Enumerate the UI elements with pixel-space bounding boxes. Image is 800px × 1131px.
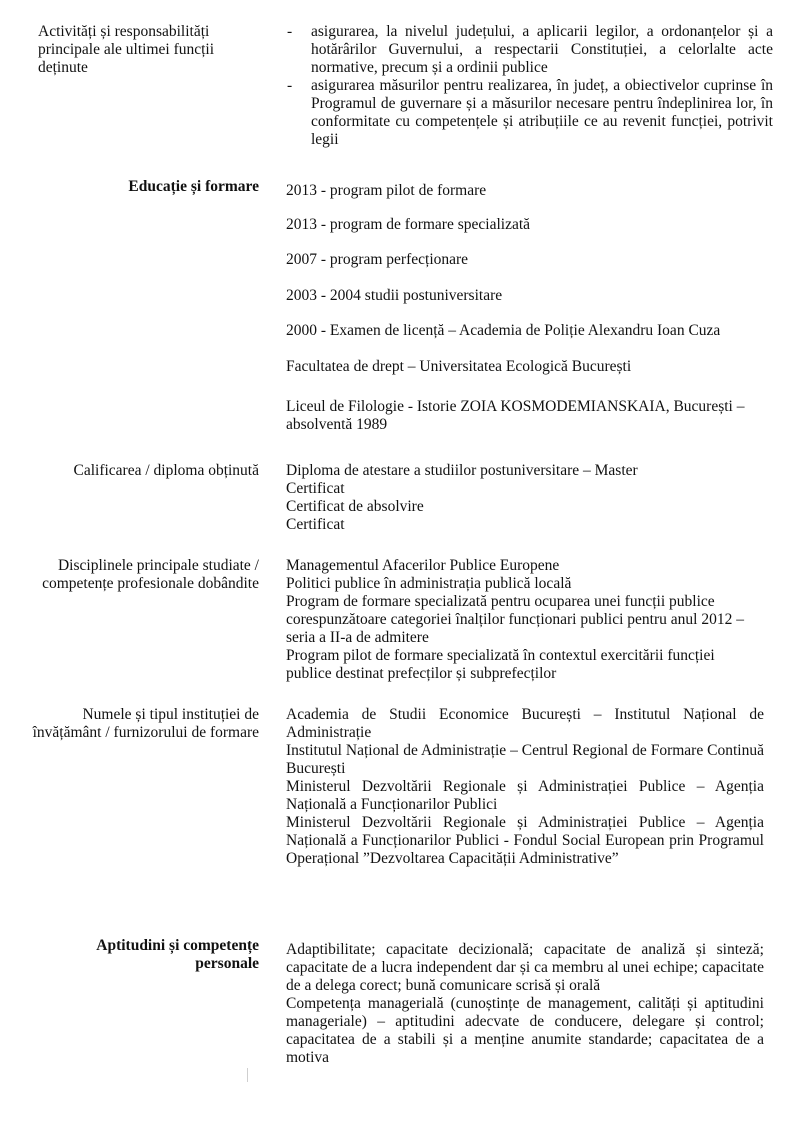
institution-item: Ministerul Dezvoltării Regionale și Administrației Publice – Agenția Națională a Funcționarilor Publici - Fondul Social European prin Programul Operațional ”Dezvoltarea Capacității Administrative”	[286, 814, 764, 867]
education-item: 2003 - 2004 studii postuniversitare	[286, 287, 503, 304]
aptitudes-list	[286, 941, 764, 1067]
education-item: Facultatea de drept – Universitatea Ecologică București	[286, 358, 632, 375]
qualification-item: Certificat de absolvire	[286, 498, 424, 515]
institutions-label: Numele și tipul instituției de învățământ / furnizorului de formare	[32, 706, 259, 741]
discipline-item: Program de formare specializată pentru ocuparea unei funcții publice corespunzătoare categoriei înalților funcționari publici pentru anul 2012 – seria a II-a de admitere	[286, 593, 744, 646]
qualification-item: Certificat	[286, 516, 345, 533]
bullet-dash: -	[287, 77, 293, 94]
institution-item: Academia de Studii Economice București – Institutul Național de Administrație	[286, 706, 764, 741]
column-divider	[247, 1068, 248, 1082]
education-label: Educație și formare	[128, 178, 259, 195]
aptitude-item: Adaptibilitate; capacitate decizională; capacitate de analiză și sinteză; capacitate de a lucra independent dar și ca membru al unei echipe; capacitate de a delega corect; bună comunicare scrisă și orală	[286, 941, 764, 994]
aptitude-item: Competența managerială (cunoștințe de management, calități și aptitudini manageriale) – aptitudini adecvate de conducere, delegare și control; capacitatea de a stabili și a menține anumite standarde; capacitatea de a motiva	[286, 995, 764, 1066]
responsibilities-list	[287, 23, 773, 149]
institution-item: Ministerul Dezvoltării Regionale și Administrației Publice – Agenția Națională a Funcționarilor Publici	[286, 778, 764, 813]
education-item: 2000 - Examen de licență – Academia de Poliție Alexandru Ioan Cuza	[286, 322, 721, 339]
disciplines-list	[286, 557, 764, 683]
responsibilities-label: Activități și responsabilități principale ale ultimei funcții deținute	[38, 23, 215, 76]
education-item: 2013 - program de formare specializată	[286, 216, 531, 233]
institution-item: Institutul Național de Administrație – Centrul Regional de Formare Continuă București	[286, 742, 764, 777]
education-item: 2013 - program pilot de formare	[286, 182, 487, 199]
bullet-dash: -	[287, 23, 293, 40]
education-item: 2007 - program perfecționare	[286, 251, 469, 268]
education-item: Liceul de Filologie - Istorie ZOIA KOSMODEMIANSKAIA, București – absolventă 1989	[286, 398, 745, 433]
qualification-list	[286, 462, 764, 534]
disciplines-label: Disciplinele principale studiate / competențe profesionale dobândite	[42, 557, 259, 592]
aptitudes-label: Aptitudini și competențe personale	[96, 937, 259, 972]
responsibility-text: asigurarea măsurilor pentru realizarea, în județ, a obiectivelor cuprinse în Programul de guvernare și a măsurilor necesare pentru îndeplinirea lor, în conformitate cu competențele și atribuțiile ce au revenit funcției, potrivit legii	[311, 77, 773, 148]
list-item	[287, 77, 773, 149]
qualification-item: Diploma de atestare a studiilor postuniversitare – Master	[286, 462, 638, 479]
responsibility-text: asigurarea, la nivelul județului, a aplicarii legilor, a ordonanțelor și a hotărârilor Guvernului, a respectarii Constituției, a celorlalte acte normative, precum și a ordinii publice	[311, 23, 773, 76]
discipline-item: Program pilot de formare specializată în contextul exercitării funcției publice destinat prefecților și subprefecților	[286, 647, 715, 682]
discipline-item: Politici publice în administrația publică locală	[286, 575, 572, 592]
institutions-list	[286, 706, 764, 868]
list-item	[287, 23, 773, 77]
discipline-item: Managementul Afacerilor Publice Europene	[286, 557, 560, 574]
qualification-label: Calificarea / diploma obținută	[73, 462, 259, 479]
qualification-item: Certificat	[286, 480, 345, 497]
